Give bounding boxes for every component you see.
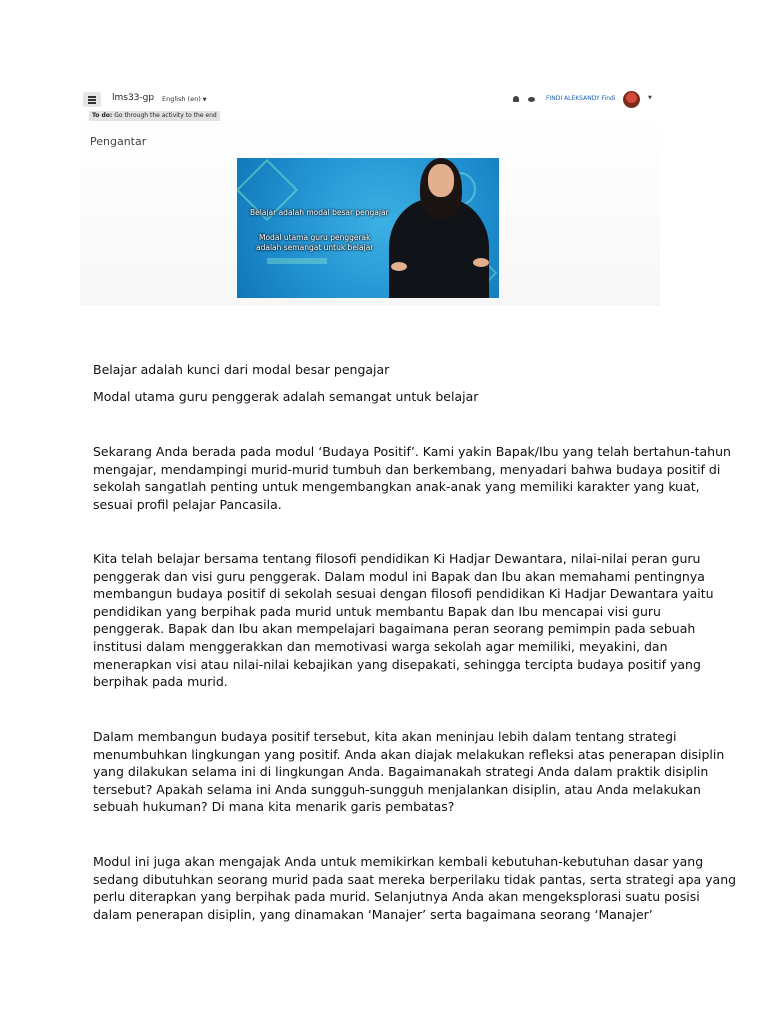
paragraph-line: sedang dibutuhkan seorang murid pada saat mereka berperilaku tidak pantas, serta strategi apa yang bbox=[93, 871, 737, 887]
paragraph-line: menerapkan visi atau nilai-nilai kebajikan yang disepakati, sehingga tercipta budaya positif yang bbox=[93, 656, 701, 672]
paragraph-line: sesuai profil pelajar Pancasila. bbox=[93, 496, 282, 512]
video-subtitle: Modal utama guru penggerak bbox=[259, 233, 371, 242]
chevron-down-icon: ▼ bbox=[202, 97, 207, 103]
section-title: Pengantar bbox=[90, 135, 147, 148]
paragraph bbox=[93, 853, 737, 923]
presenter-hand bbox=[473, 258, 489, 267]
paragraph-line: dalam penerapan disiplin, yang dinamakan ‘Manajer’ serta bagaimana seorang ‘Manajer’ bbox=[93, 906, 653, 922]
video-subtitle: Belajar adalah modal besar pengajar bbox=[250, 208, 389, 217]
paragraph-line: menumbuhkan lingkungan yang positif. Anda akan diajak melakukan refleksi atas penerapan disiplin bbox=[93, 746, 725, 762]
paragraph-line: Dalam membangun budaya positif tersebut, kita akan meninjau lebih dalam tentang strategi bbox=[93, 729, 677, 744]
paragraph bbox=[93, 728, 725, 816]
language-label: English (en) bbox=[162, 95, 201, 103]
video-decoration bbox=[267, 258, 327, 264]
paragraph-line: mengajar, mendampingi murid-murid tumbuh dan berkembang, menyadari bahwa budaya positif di bbox=[93, 461, 721, 477]
paragraph-line: membangun budaya positif di sekolah sesuai dengan filosofi pendidikan Ki Hadjar Dewantara yaitu bbox=[93, 586, 714, 602]
paragraph-line: yang dilakukan selama ini di lingkungan Anda. Bagaimanakah strategi Anda dalam praktik disiplin bbox=[93, 764, 709, 780]
todo-label: To do: bbox=[92, 112, 113, 119]
paragraph-line: sekolah sangatlah penting untuk mengembangkan anak-anak yang memiliki karakter yang kuat, bbox=[93, 479, 700, 495]
quote-line: Modal utama guru penggerak adalah semangat untuk belajar bbox=[93, 389, 479, 404]
chat-icon[interactable] bbox=[528, 97, 535, 102]
todo-text: Go through the activity to the end bbox=[114, 112, 217, 119]
presenter-face bbox=[428, 164, 454, 197]
presenter-hand bbox=[391, 262, 407, 271]
paragraph-line: Sekarang Anda berada pada modul ‘Budaya Positif’. Kami yakin Bapak/Ibu yang telah bertahun-tahun bbox=[93, 444, 731, 459]
language-selector[interactable] bbox=[162, 95, 207, 103]
paragraph-line: perlu diterapkan yang berpihak pada murid. Selanjutnya Anda akan mengeksplorasi suatu posisi bbox=[93, 889, 700, 905]
user-name[interactable]: FINDI ALEKSANDY Findi bbox=[546, 95, 616, 102]
menu-icon[interactable] bbox=[83, 92, 101, 107]
paragraph-line: penggerak dan visi guru penggerak. Dalam modul ini Bapak dan Ibu akan memahami pentingnya bbox=[93, 568, 705, 584]
paragraph-line: Kita telah belajar bersama tentang filosofi pendidikan Ki Hadjar Dewantara, nilai-nilai peran guru bbox=[93, 551, 701, 566]
paragraph-line: tersebut? Apakah selama ini Anda sungguh-sungguh menjalankan disiplin, atau Anda melakukan bbox=[93, 781, 701, 797]
paragraph-line: berpihak pada murid. bbox=[93, 674, 228, 690]
avatar[interactable] bbox=[623, 91, 640, 108]
quote-line: Belajar adalah kunci dari modal besar pengajar bbox=[93, 362, 390, 377]
paragraph-line: institusi dalam menggerakkan dan memotivasi warga sekolah agar memiliki, meyakini, dan bbox=[93, 638, 668, 654]
site-name[interactable]: lms33-gp bbox=[112, 93, 155, 103]
todo-badge bbox=[89, 111, 220, 121]
lms-navbar bbox=[80, 88, 660, 113]
intro-video[interactable] bbox=[237, 158, 499, 298]
user-menu-chevron-icon[interactable]: ▼ bbox=[648, 95, 652, 101]
paragraph-line: sebuah hukuman? Di mana kita menarik garis pembatas? bbox=[93, 799, 455, 815]
paragraph bbox=[93, 443, 731, 513]
paragraph bbox=[93, 550, 714, 691]
paragraph-line: pendidikan yang berpihak pada murid untuk membantu Bapak dan Ibu mencapai visi guru bbox=[93, 603, 661, 619]
paragraph-line: Modul ini juga akan mengajak Anda untuk memikirkan kembali kebutuhan-kebutuhan dasar yang bbox=[93, 854, 704, 869]
paragraph-line: penggerak. Bapak dan Ibu akan mempelajari bagaimana peran seorang pemimpin pada sebuah bbox=[93, 621, 696, 637]
bell-icon[interactable] bbox=[513, 96, 519, 102]
video-subtitle: adalah semangat untuk belajar bbox=[256, 243, 374, 252]
lms-screenshot bbox=[80, 88, 660, 306]
